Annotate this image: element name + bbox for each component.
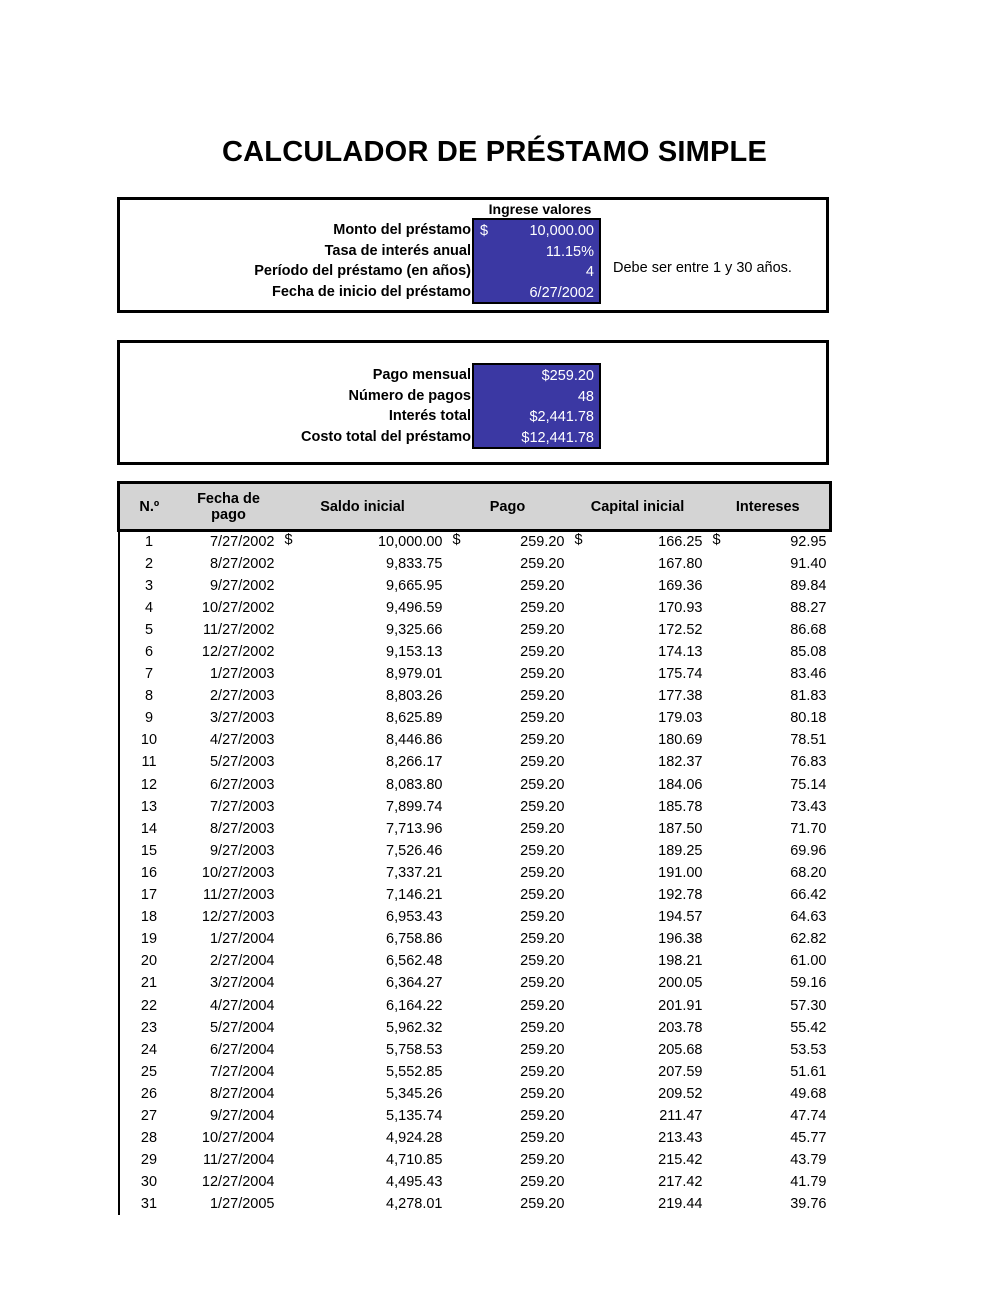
cell-principal: 185.78 bbox=[658, 798, 703, 815]
header-number: N.º bbox=[119, 483, 179, 531]
label-annual-rate: Tasa de interés anual bbox=[324, 242, 471, 259]
cell-payment-date: 4/27/2004 bbox=[209, 997, 275, 1014]
cell-principal: 182.37 bbox=[658, 754, 703, 771]
cell-principal: 175.74 bbox=[658, 666, 703, 683]
result-number-of-payments-cell bbox=[474, 387, 594, 408]
cell-beginning-balance: 8,083.80 bbox=[386, 776, 443, 793]
cell-number: 1 bbox=[119, 531, 179, 553]
header-interest: Intereses bbox=[707, 483, 831, 531]
cell-principal: 219.44 bbox=[658, 1196, 703, 1213]
cell-beginning-balance: $ 10,000.00 bbox=[284, 532, 443, 551]
cell-number: 28 bbox=[119, 1127, 179, 1149]
cell-interest: 73.43 bbox=[790, 798, 827, 815]
table-row bbox=[119, 1127, 831, 1149]
table-row bbox=[119, 597, 831, 619]
cell-principal: 217.42 bbox=[658, 1174, 703, 1191]
cell-payment-date: 10/27/2002 bbox=[201, 599, 275, 616]
inputs-value-box bbox=[472, 218, 601, 304]
cell-interest: 39.76 bbox=[790, 1196, 827, 1213]
cell-number: 11 bbox=[119, 751, 179, 773]
cell-payment: 259.20 bbox=[520, 798, 565, 815]
label-start-date: Fecha de inicio del préstamo bbox=[271, 283, 471, 300]
cell-principal: 169.36 bbox=[658, 577, 703, 594]
cell-interest: 55.42 bbox=[790, 1019, 827, 1036]
cell-principal: 177.38 bbox=[658, 688, 703, 705]
cell-payment: $ 259.20 bbox=[452, 532, 565, 551]
cell-beginning-balance: 5,552.85 bbox=[386, 1063, 443, 1080]
cell-beginning-balance: 7,337.21 bbox=[386, 864, 443, 881]
result-total-cost-value: $12,441.78 bbox=[521, 429, 594, 446]
cell-interest: 68.20 bbox=[790, 864, 827, 881]
cell-number: 6 bbox=[119, 641, 179, 663]
table-row bbox=[119, 928, 831, 950]
table-row bbox=[119, 818, 831, 840]
cell-payment-date: 1/27/2003 bbox=[209, 666, 275, 683]
table-row bbox=[119, 619, 831, 641]
cell-interest: 62.82 bbox=[790, 931, 827, 948]
header-beginning-balance: Saldo inicial bbox=[279, 483, 447, 531]
cell-number: 16 bbox=[119, 862, 179, 884]
cell-principal: 196.38 bbox=[658, 931, 703, 948]
cell-interest: 80.18 bbox=[790, 710, 827, 727]
cell-payment-date: 2/27/2003 bbox=[209, 688, 275, 705]
cell-payment: 259.20 bbox=[520, 732, 565, 749]
cell-payment-date: 12/27/2002 bbox=[201, 644, 275, 661]
header-payment-date: Fecha de pago bbox=[179, 483, 279, 531]
cell-number: 26 bbox=[119, 1083, 179, 1105]
table-row bbox=[119, 1061, 831, 1083]
cell-interest: 45.77 bbox=[790, 1130, 827, 1147]
cell-number: 31 bbox=[119, 1193, 179, 1215]
cell-payment-date: 8/27/2004 bbox=[209, 1085, 275, 1102]
cell-payment: 259.20 bbox=[520, 953, 565, 970]
cell-payment: 259.20 bbox=[520, 842, 565, 859]
cell-interest: 89.84 bbox=[790, 577, 827, 594]
table-row bbox=[119, 641, 831, 663]
cell-payment-date: 9/27/2002 bbox=[209, 577, 275, 594]
cell-number: 2 bbox=[119, 553, 179, 575]
cell-interest: 71.70 bbox=[790, 820, 827, 837]
cell-payment-date: 7/27/2003 bbox=[209, 798, 275, 815]
input-loan-amount-cell[interactable] bbox=[474, 221, 594, 242]
table-row bbox=[119, 796, 831, 818]
cell-number: 30 bbox=[119, 1171, 179, 1193]
cell-payment-date: 8/27/2002 bbox=[209, 555, 275, 572]
cell-payment: 259.20 bbox=[520, 1085, 565, 1102]
cell-payment-date: 11/27/2003 bbox=[203, 887, 275, 904]
cell-payment: 259.20 bbox=[520, 599, 565, 616]
cell-payment-date: 8/27/2003 bbox=[209, 820, 275, 837]
cell-beginning-balance: 8,266.17 bbox=[386, 754, 443, 771]
cell-beginning-balance: 4,924.28 bbox=[386, 1130, 443, 1147]
cell-beginning-balance: 8,625.89 bbox=[386, 710, 443, 727]
cell-payment: 259.20 bbox=[520, 1107, 565, 1124]
cell-interest: 85.08 bbox=[790, 644, 827, 661]
cell-beginning-balance: 9,496.59 bbox=[386, 599, 443, 616]
input-start-date-cell[interactable] bbox=[474, 283, 594, 304]
cell-beginning-balance: 7,146.21 bbox=[386, 887, 443, 904]
cell-payment-date: 5/27/2004 bbox=[209, 1019, 275, 1036]
cell-number: 19 bbox=[119, 928, 179, 950]
cell-principal: 209.52 bbox=[658, 1085, 703, 1102]
cell-beginning-balance: 4,495.43 bbox=[386, 1174, 443, 1191]
result-number-of-payments-value: 48 bbox=[577, 388, 594, 405]
cell-interest: 53.53 bbox=[790, 1041, 827, 1058]
table-row bbox=[119, 553, 831, 575]
input-annual-rate-value: 11.15% bbox=[545, 243, 594, 260]
inputs-section-header: Ingrese valores bbox=[488, 201, 592, 217]
cell-interest: 51.61 bbox=[790, 1063, 827, 1080]
cell-principal: 194.57 bbox=[658, 909, 703, 926]
cell-principal: 203.78 bbox=[658, 1019, 703, 1036]
label-monthly-payment: Pago mensual bbox=[372, 367, 471, 383]
result-total-interest-value: $2,441.78 bbox=[529, 409, 594, 425]
cell-principal: 211.47 bbox=[659, 1107, 703, 1124]
table-row bbox=[119, 663, 831, 685]
currency-symbol: $ bbox=[452, 532, 461, 548]
cell-payment-date: 10/27/2003 bbox=[201, 864, 275, 881]
cell-number: 3 bbox=[119, 575, 179, 597]
cell-principal: 213.43 bbox=[658, 1130, 703, 1147]
title-region bbox=[0, 132, 1000, 176]
table-row bbox=[119, 729, 831, 751]
cell-payment-date: 7/27/2004 bbox=[209, 1063, 275, 1080]
cell-interest: 88.27 bbox=[790, 599, 827, 616]
cell-principal: 172.52 bbox=[658, 621, 703, 638]
cell-principal: 167.80 bbox=[658, 555, 703, 572]
result-monthly-payment-cell bbox=[474, 366, 594, 387]
cell-payment-date: 3/27/2003 bbox=[209, 710, 275, 727]
table-row bbox=[119, 862, 831, 884]
cell-beginning-balance: 9,833.75 bbox=[386, 555, 443, 572]
cell-principal: 180.69 bbox=[658, 732, 703, 749]
table-header bbox=[119, 483, 831, 531]
label-loan-amount: Monto del préstamo bbox=[333, 222, 471, 238]
cell-beginning-balance: 6,364.27 bbox=[386, 975, 443, 992]
cell-number: 4 bbox=[119, 597, 179, 619]
cell-beginning-balance: 8,803.26 bbox=[386, 688, 443, 705]
cell-beginning-balance: 5,135.74 bbox=[386, 1107, 443, 1124]
cell-principal: 207.59 bbox=[658, 1063, 703, 1080]
cell-number: 29 bbox=[119, 1149, 179, 1171]
cell-payment-date: 2/27/2004 bbox=[209, 953, 275, 970]
cell-interest: 83.46 bbox=[790, 666, 827, 683]
cell-payment-date: 11/27/2002 bbox=[203, 621, 275, 638]
cell-number: 15 bbox=[119, 840, 179, 862]
cell-payment-date: 11/27/2004 bbox=[203, 1152, 275, 1169]
table-row bbox=[119, 685, 831, 707]
cell-payment: 259.20 bbox=[520, 1174, 565, 1191]
table-row bbox=[119, 1017, 831, 1039]
table-row bbox=[119, 774, 831, 796]
loan-period-hint: Debe ser entre 1 y 30 años. bbox=[613, 260, 792, 276]
table-row bbox=[119, 575, 831, 597]
table-row bbox=[119, 751, 831, 773]
cell-payment: 259.20 bbox=[520, 1041, 565, 1058]
cell-payment: 259.20 bbox=[520, 909, 565, 926]
cell-payment: 259.20 bbox=[520, 754, 565, 771]
cell-payment: 259.20 bbox=[520, 776, 565, 793]
cell-payment: 259.20 bbox=[520, 644, 565, 661]
cell-interest: 91.40 bbox=[790, 555, 827, 572]
cell-payment: 259.20 bbox=[520, 997, 565, 1014]
cell-payment-date: 3/27/2004 bbox=[209, 975, 275, 992]
table-row bbox=[119, 950, 831, 972]
inputs-label-column bbox=[254, 220, 471, 302]
cell-payment-date: 1/27/2004 bbox=[209, 931, 275, 948]
cell-interest: 57.30 bbox=[790, 997, 827, 1014]
cell-number: 25 bbox=[119, 1061, 179, 1083]
cell-beginning-balance: 8,979.01 bbox=[386, 666, 443, 683]
cell-payment-date: 9/27/2003 bbox=[209, 842, 275, 859]
cell-beginning-balance: 6,758.86 bbox=[386, 931, 443, 948]
cell-payment-date: 9/27/2004 bbox=[209, 1107, 275, 1124]
input-start-date-value: 6/27/2002 bbox=[529, 284, 594, 301]
result-total-cost-cell bbox=[474, 428, 594, 449]
cell-principal: 189.25 bbox=[658, 842, 703, 859]
page-title: CALCULADOR DE PRÉSTAMO SIMPLE bbox=[222, 136, 767, 168]
table-body bbox=[119, 531, 831, 1216]
cell-interest: 76.83 bbox=[790, 754, 827, 771]
cell-interest: 47.74 bbox=[790, 1107, 827, 1124]
cell-number: 10 bbox=[119, 729, 179, 751]
cell-interest: $ 92.95 bbox=[712, 532, 827, 551]
cell-payment-date: 6/27/2003 bbox=[209, 776, 275, 793]
cell-number: 22 bbox=[119, 994, 179, 1016]
cell-number: 23 bbox=[119, 1017, 179, 1039]
cell-beginning-balance: 7,526.46 bbox=[386, 842, 443, 859]
cell-interest: 75.14 bbox=[790, 776, 827, 793]
cell-payment: 259.20 bbox=[520, 710, 565, 727]
cell-beginning-balance: 7,899.74 bbox=[386, 798, 443, 815]
input-loan-amount-value: 10,000.00 bbox=[529, 223, 594, 239]
cell-payment: 259.20 bbox=[520, 666, 565, 683]
cell-payment: 259.20 bbox=[520, 931, 565, 948]
cell-interest: 66.42 bbox=[790, 887, 827, 904]
table-row bbox=[119, 972, 831, 994]
cell-beginning-balance: 6,562.48 bbox=[386, 953, 443, 970]
cell-number: 24 bbox=[119, 1039, 179, 1061]
cell-payment-date: 10/27/2004 bbox=[201, 1130, 275, 1147]
cell-number: 27 bbox=[119, 1105, 179, 1127]
cell-payment: 259.20 bbox=[520, 1196, 565, 1213]
label-loan-period: Período del préstamo (en años) bbox=[254, 263, 471, 279]
cell-interest: 41.79 bbox=[790, 1174, 827, 1191]
cell-principal: $ 166.25 bbox=[574, 532, 703, 551]
cell-beginning-balance: 7,713.96 bbox=[386, 820, 443, 837]
cell-principal: 187.50 bbox=[658, 820, 703, 837]
cell-payment-date: 7/27/2002 bbox=[209, 534, 275, 551]
cell-principal: 191.00 bbox=[658, 864, 703, 881]
currency-symbol: $ bbox=[712, 532, 721, 548]
cell-principal: 192.78 bbox=[658, 887, 703, 904]
currency-symbol: $ bbox=[284, 532, 293, 548]
results-label-column bbox=[301, 365, 471, 447]
cell-principal: 184.06 bbox=[658, 776, 703, 793]
cell-payment-date: 12/27/2003 bbox=[201, 909, 275, 926]
cell-beginning-balance: 5,345.26 bbox=[386, 1085, 443, 1102]
cell-interest: 86.68 bbox=[790, 621, 827, 638]
cell-beginning-balance: 8,446.86 bbox=[386, 732, 443, 749]
cell-number: 14 bbox=[119, 818, 179, 840]
cell-principal: 200.05 bbox=[658, 975, 703, 992]
cell-payment: 259.20 bbox=[520, 975, 565, 992]
cell-beginning-balance: 6,164.22 bbox=[386, 997, 443, 1014]
cell-interest: 69.96 bbox=[790, 842, 827, 859]
cell-principal: 205.68 bbox=[658, 1041, 703, 1058]
cell-interest: 43.79 bbox=[790, 1152, 827, 1169]
input-annual-rate-cell[interactable] bbox=[474, 242, 594, 263]
cell-beginning-balance: 9,325.66 bbox=[386, 621, 443, 638]
cell-payment: 259.20 bbox=[520, 555, 565, 572]
results-value-box bbox=[472, 363, 601, 449]
table-row bbox=[119, 1105, 831, 1127]
cell-payment: 259.20 bbox=[520, 1152, 565, 1169]
cell-number: 5 bbox=[119, 619, 179, 641]
table-row bbox=[119, 1171, 831, 1193]
cell-interest: 81.83 bbox=[790, 688, 827, 705]
cell-principal: 198.21 bbox=[658, 953, 703, 970]
cell-beginning-balance: 4,278.01 bbox=[386, 1196, 443, 1213]
cell-principal: 201.91 bbox=[658, 997, 703, 1014]
cell-interest: 78.51 bbox=[790, 732, 827, 749]
cell-interest: 49.68 bbox=[790, 1085, 827, 1102]
cell-beginning-balance: 4,710.85 bbox=[386, 1152, 443, 1169]
table-row bbox=[119, 840, 831, 862]
input-loan-period-cell[interactable] bbox=[474, 262, 594, 283]
cell-payment: 259.20 bbox=[520, 820, 565, 837]
label-number-of-payments: Número de pagos bbox=[348, 387, 471, 404]
cell-beginning-balance: 6,953.43 bbox=[386, 909, 443, 926]
header-principal: Capital inicial bbox=[569, 483, 707, 531]
cell-payment-date: 5/27/2003 bbox=[209, 754, 275, 771]
amortization-schedule bbox=[117, 481, 829, 1215]
cell-beginning-balance: 5,758.53 bbox=[386, 1041, 443, 1058]
cell-number: 9 bbox=[119, 707, 179, 729]
cell-number: 20 bbox=[119, 950, 179, 972]
table-row bbox=[119, 1083, 831, 1105]
cell-number: 21 bbox=[119, 972, 179, 994]
cell-number: 17 bbox=[119, 884, 179, 906]
cell-interest: 64.63 bbox=[790, 909, 827, 926]
table-row bbox=[119, 531, 831, 553]
cell-payment: 259.20 bbox=[520, 887, 565, 904]
cell-payment: 259.20 bbox=[520, 688, 565, 705]
table-row bbox=[119, 994, 831, 1016]
cell-payment: 259.20 bbox=[520, 1130, 565, 1147]
result-total-interest-cell bbox=[474, 407, 594, 428]
cell-number: 7 bbox=[119, 663, 179, 685]
cell-payment-date: 6/27/2004 bbox=[209, 1041, 275, 1058]
table-row bbox=[119, 1193, 831, 1215]
cell-beginning-balance: 9,153.13 bbox=[386, 644, 443, 661]
label-total-interest: Interés total bbox=[388, 408, 471, 424]
cell-payment: 259.20 bbox=[520, 1063, 565, 1080]
cell-beginning-balance: 5,962.32 bbox=[386, 1019, 443, 1036]
cell-number: 8 bbox=[119, 685, 179, 707]
currency-symbol: $ bbox=[574, 532, 583, 548]
cell-number: 12 bbox=[119, 774, 179, 796]
cell-payment: 259.20 bbox=[520, 621, 565, 638]
cell-payment-date: 12/27/2004 bbox=[201, 1174, 275, 1191]
cell-payment: 259.20 bbox=[520, 864, 565, 881]
table-row bbox=[119, 1039, 831, 1061]
table-row bbox=[119, 906, 831, 928]
cell-interest: 59.16 bbox=[790, 975, 827, 992]
loan-inputs-panel bbox=[117, 197, 829, 313]
result-monthly-payment-value: $259.20 bbox=[541, 368, 594, 384]
currency-symbol: $ bbox=[480, 223, 489, 239]
amortization-table bbox=[117, 481, 832, 1215]
input-loan-period-value: 4 bbox=[585, 264, 594, 280]
cell-payment: 259.20 bbox=[520, 1019, 565, 1036]
label-total-cost: Costo total del préstamo bbox=[301, 428, 471, 445]
cell-principal: 174.13 bbox=[658, 644, 703, 661]
cell-principal: 215.42 bbox=[658, 1152, 703, 1169]
header-payment: Pago bbox=[447, 483, 569, 531]
cell-number: 13 bbox=[119, 796, 179, 818]
cell-payment-date: 4/27/2003 bbox=[209, 732, 275, 749]
cell-number: 18 bbox=[119, 906, 179, 928]
table-row bbox=[119, 707, 831, 729]
loan-results-panel bbox=[117, 340, 829, 465]
cell-interest: 61.00 bbox=[790, 953, 827, 970]
table-header-row bbox=[119, 483, 831, 531]
table-row bbox=[119, 1149, 831, 1171]
cell-beginning-balance: 9,665.95 bbox=[386, 577, 443, 594]
cell-payment-date: 1/27/2005 bbox=[209, 1196, 275, 1213]
cell-principal: 170.93 bbox=[658, 599, 703, 616]
table-row bbox=[119, 884, 831, 906]
cell-principal: 179.03 bbox=[658, 710, 703, 727]
cell-payment: 259.20 bbox=[520, 577, 565, 594]
